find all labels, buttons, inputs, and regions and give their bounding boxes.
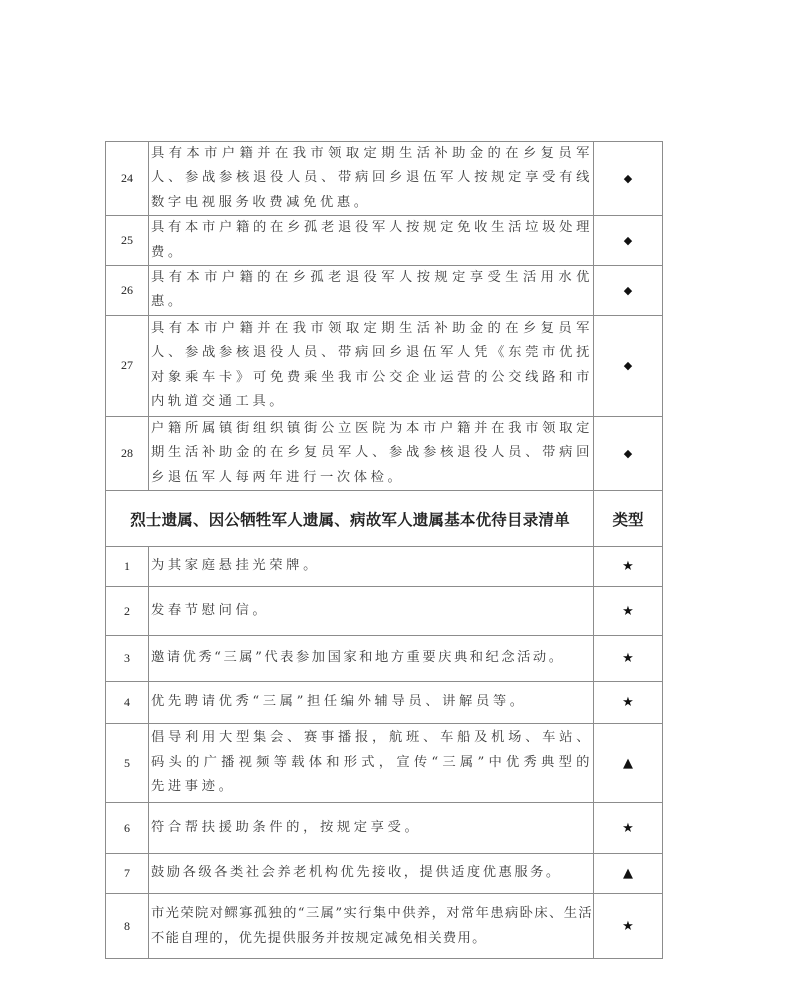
- type-cell: [594, 315, 663, 416]
- type-cell: [594, 724, 663, 803]
- diamond-icon: ◆: [623, 234, 633, 248]
- row-number: 24: [106, 142, 149, 216]
- star-icon: ★: [622, 695, 634, 711]
- row-text: 为其家庭悬挂光荣牌。: [149, 547, 594, 587]
- row-number: 7: [106, 854, 149, 894]
- star-icon: ★: [622, 603, 634, 619]
- row-number: 6: [106, 803, 149, 854]
- type-cell: [594, 416, 663, 490]
- row-number: 28: [106, 416, 149, 490]
- table-row: [106, 416, 663, 490]
- type-column-header: 类型: [594, 491, 663, 547]
- row-text: 具有本市户籍的在乡孤老退役军人按规定享受生活用水优惠。: [149, 266, 594, 316]
- row-number: 27: [106, 315, 149, 416]
- row-text: 具有本市户籍的在乡孤老退役军人按规定免收生活垃圾处理费。: [149, 216, 594, 266]
- section-title: 烈士遗属、因公牺牲军人遗属、病故军人遗属基本优待目录清单: [106, 491, 594, 547]
- row-number: 26: [106, 266, 149, 316]
- type-cell: [594, 682, 663, 724]
- table-row: [106, 894, 663, 959]
- triangle-icon: ▲: [623, 755, 633, 771]
- row-number: 8: [106, 894, 149, 959]
- type-cell: [594, 587, 663, 636]
- table-row: [106, 682, 663, 724]
- row-number: 4: [106, 682, 149, 724]
- type-cell: [594, 266, 663, 316]
- diamond-icon: ◆: [623, 172, 633, 186]
- star-icon: ★: [622, 651, 634, 667]
- row-text: 倡导利用大型集会、赛事播报，航班、车船及机场、车站、码头的广播视频等载体和形式，宣传“三属”中优秀典型的先进事迹。: [149, 724, 594, 803]
- table-row: [106, 724, 663, 803]
- table-row: [106, 854, 663, 894]
- type-cell: [594, 636, 663, 682]
- row-number: 1: [106, 547, 149, 587]
- table-row: [106, 216, 663, 266]
- row-text: 优先聘请优秀“三属”担任编外辅导员、讲解员等。: [149, 682, 594, 724]
- diamond-icon: ◆: [623, 359, 633, 373]
- row-number: 25: [106, 216, 149, 266]
- type-cell: [594, 854, 663, 894]
- benefits-table: [105, 141, 663, 959]
- type-cell: [594, 547, 663, 587]
- table-row: [106, 636, 663, 682]
- type-cell: [594, 142, 663, 216]
- diamond-icon: ◆: [623, 283, 633, 297]
- table-row: [106, 587, 663, 636]
- table-row: [106, 266, 663, 316]
- row-text: 符合帮扶援助条件的，按规定享受。: [149, 803, 594, 854]
- star-icon: ★: [622, 559, 634, 575]
- row-text: 市光荣院对鳏寡孤独的“三属”实行集中供养，对常年患病卧床、生活不能自理的，优先提供服务并按规定减免相关费用。: [149, 894, 594, 959]
- row-text: 具有本市户籍并在我市领取定期生活补助金的在乡复员军人、参战参核退役人员、带病回乡退伍军人凭《东莞市优抚对象乘车卡》可免费乘坐我市公交企业运营的公交线路和市内轨道交通工具。: [149, 315, 594, 416]
- table-row: [106, 547, 663, 587]
- table-row: [106, 315, 663, 416]
- type-cell: [594, 216, 663, 266]
- row-text: 鼓励各级各类社会养老机构优先接收，提供适度优惠服务。: [149, 854, 594, 894]
- row-text: 邀请优秀“三属”代表参加国家和地方重要庆典和纪念活动。: [149, 636, 594, 682]
- row-number: 2: [106, 587, 149, 636]
- type-cell: [594, 803, 663, 854]
- triangle-icon: ▲: [623, 866, 633, 882]
- row-text: 户籍所属镇街组织镇街公立医院为本市户籍并在我市领取定期生活补助金的在乡复员军人、参战参核退役人员、带病回乡退伍军人每两年进行一次体检。: [149, 416, 594, 490]
- row-number: 3: [106, 636, 149, 682]
- star-icon: ★: [622, 918, 634, 934]
- diamond-icon: ◆: [623, 446, 633, 460]
- row-number: 5: [106, 724, 149, 803]
- table-row: [106, 142, 663, 216]
- star-icon: ★: [622, 820, 634, 836]
- row-text: 发春节慰问信。: [149, 587, 594, 636]
- row-text: 具有本市户籍并在我市领取定期生活补助金的在乡复员军人、参战参核退役人员、带病回乡退伍军人按规定享受有线数字电视服务收费减免优惠。: [149, 142, 594, 216]
- table-row: [106, 803, 663, 854]
- section-header-row: [106, 491, 663, 547]
- type-cell: [594, 894, 663, 959]
